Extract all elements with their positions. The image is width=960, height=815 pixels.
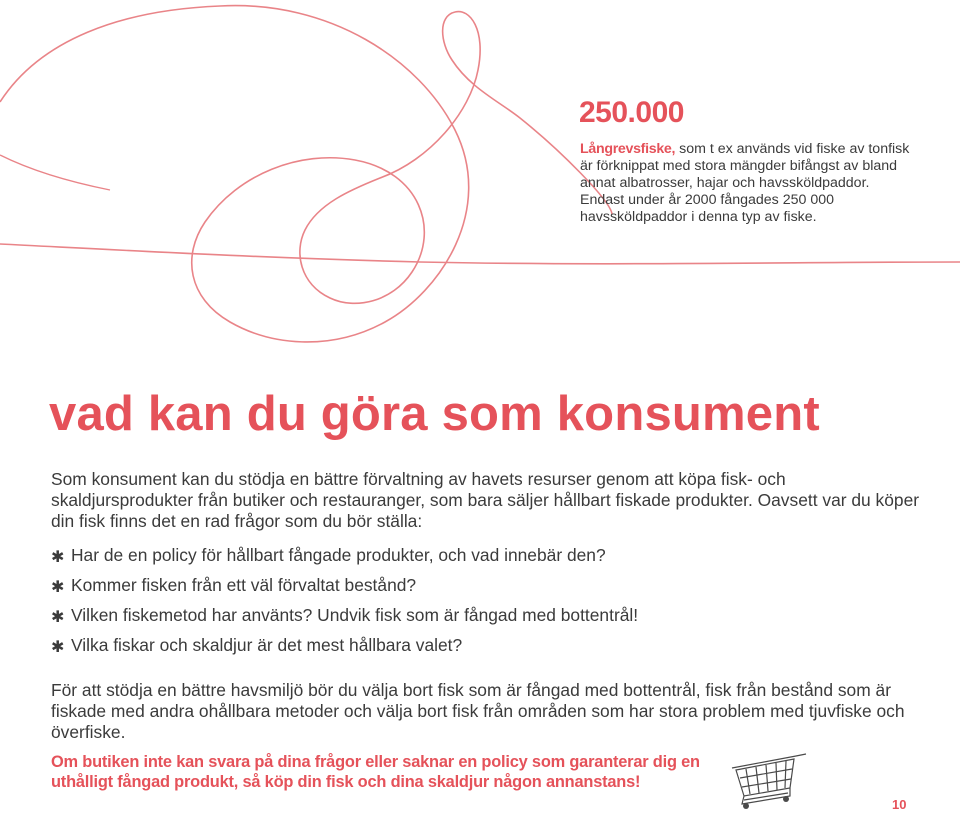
- page-number: 10: [892, 797, 907, 812]
- warning-callout: Om butiken inte kan svara på dina frågor eller saknar en policy som garanterar dig en uthålligt fångad produkt, så köp din fisk och dina skaldjur någon annanstans!: [51, 753, 700, 791]
- question-text: Vilka fiskar och skaldjur är det mest hållbara valet?: [71, 635, 463, 655]
- asterisk-bullet-icon: ✱: [51, 549, 65, 566]
- question-text: Kommer fisken från ett väl förvaltat bestånd?: [71, 575, 417, 595]
- intro-paragraph: Som konsument kan du stödja en bättre förvaltning av havets resurser genom att köpa fisk- och skaldjursprodukter från butiker och restauranger, som bara säljer hållbart fiskade produkter. Oavsett var du köper din fisk finns det en rad frågor som du bör ställa:: [51, 469, 920, 531]
- question-item: [51, 605, 638, 635]
- stat-body: som t ex används vid fiske av tonfisk är förknippat med stora mängder bifångst av bland annat albatrosser, hajar och havssköldpaddor. Endast under år 2000 fångades 250 000 havssköldpaddor i denna typ av fiske.: [580, 141, 910, 225]
- question-text: Har de en policy för hållbart fångade produkter, och vad innebär den?: [71, 545, 606, 565]
- stat-lead: Långrevsfiske,: [580, 141, 676, 157]
- stat-number: 250.000: [579, 96, 684, 129]
- question-item: [51, 545, 638, 575]
- shopping-cart-icon: [730, 748, 808, 812]
- asterisk-bullet-icon: ✱: [51, 639, 65, 656]
- question-item: [51, 635, 638, 665]
- stat-description: [580, 141, 910, 226]
- asterisk-bullet-icon: ✱: [51, 609, 65, 626]
- question-item: [51, 575, 638, 605]
- advice-paragraph: För att stödja en bättre havsmiljö bör du välja bort fisk som är fångad med bottentrål, fisk från bestånd som är fiskade med andra ohållbara metoder och välja bort fisk från områden som har stora problem med tjuvfiske och överfiske.: [51, 680, 905, 742]
- question-text: Vilken fiskemetod har använts? Undvik fisk som är fångad med bottentrål!: [71, 605, 639, 625]
- section-heading: vad kan du göra som konsument: [49, 387, 820, 441]
- asterisk-bullet-icon: ✱: [51, 579, 65, 596]
- question-list: [51, 545, 638, 665]
